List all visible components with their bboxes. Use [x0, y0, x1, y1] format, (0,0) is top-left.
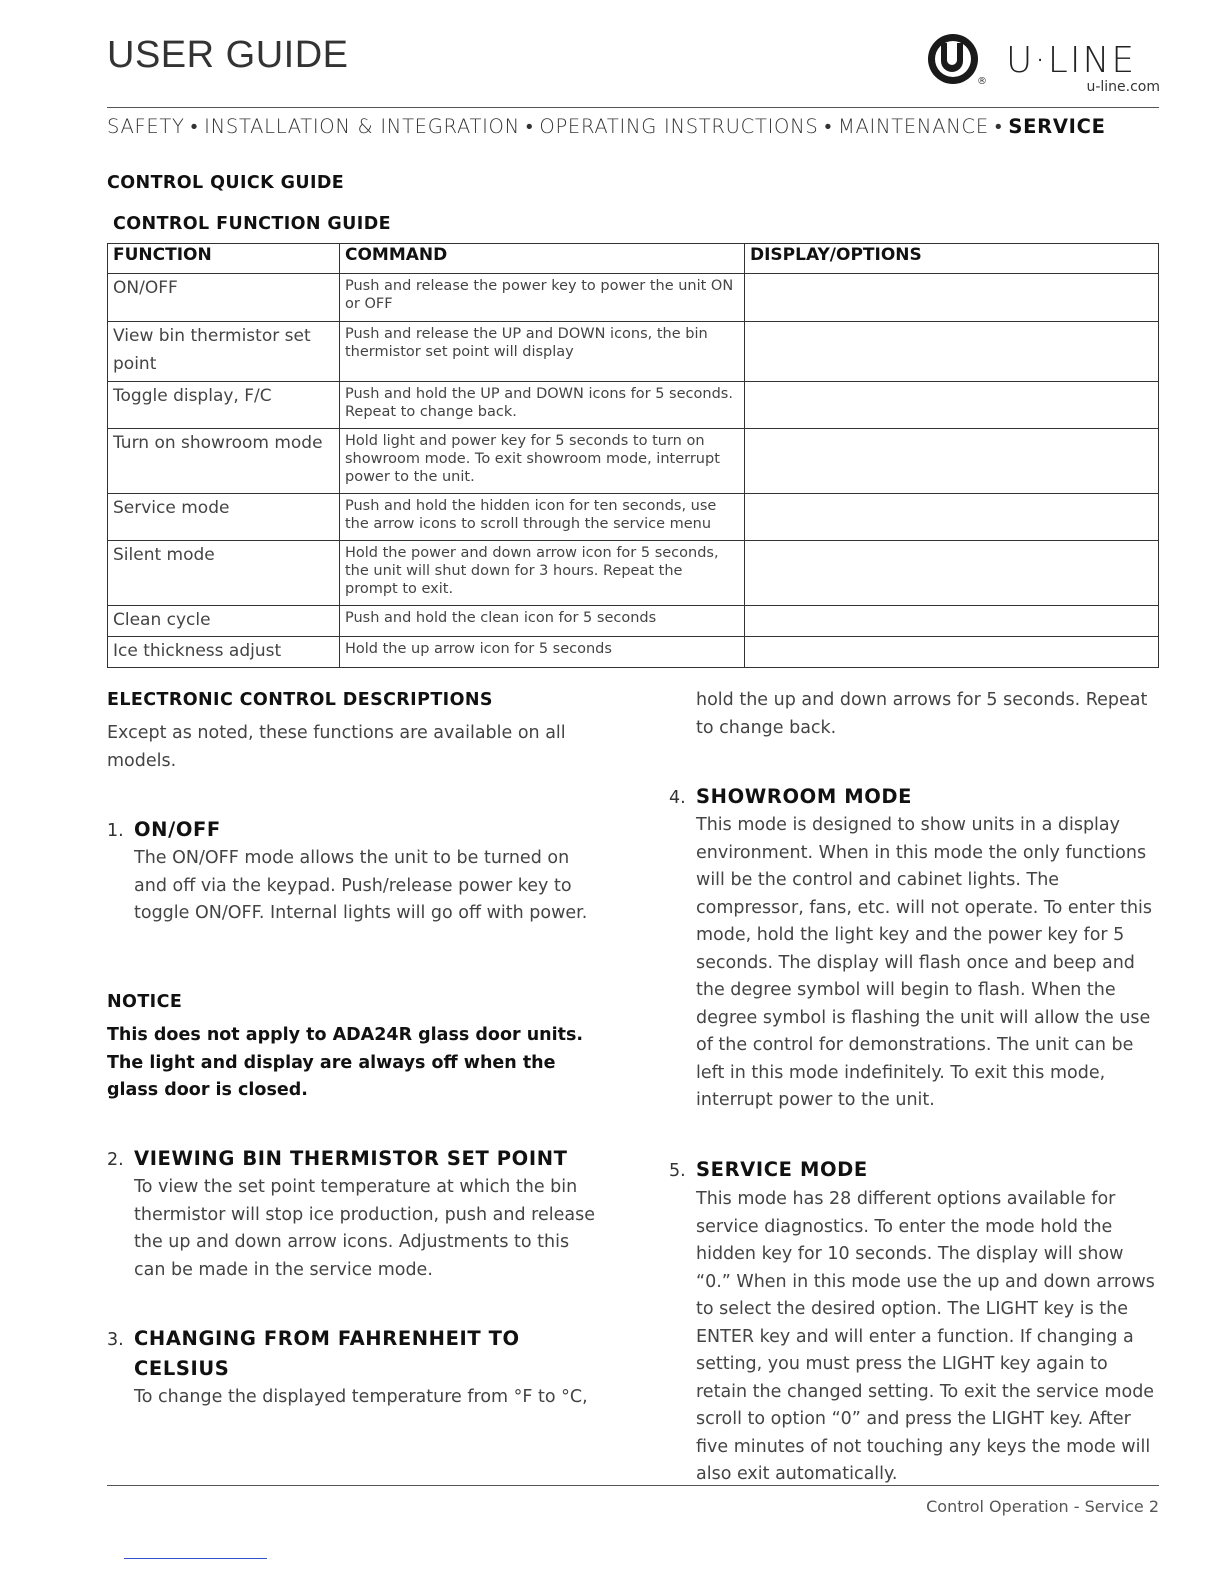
electronic-intro: Except as noted, these functions are available on all models. — [107, 723, 566, 771]
uline-logo — [928, 34, 1162, 96]
section-body-fahrenheit-celsius-continued: hold the up and down arrows for 5 seconds. Repeat to change back. — [696, 690, 1148, 738]
cell-function: Toggle display, F/C — [108, 382, 340, 429]
control-function-table — [107, 243, 1159, 668]
table-row — [108, 541, 1159, 606]
cell-function: Silent mode — [108, 541, 340, 606]
header-divider — [107, 107, 1159, 108]
cell-command: Push and hold the hidden icon for ten seconds, use the arrow icons to scroll through the service menu — [340, 494, 745, 541]
section-body-showroom: This mode is designed to show units in a display environment. When in this mode the only functions will be the control and cabinet lights. The compressor, fans, etc. will not operate. To enter this mode, hold the light key and the power key for 5 seconds. The display will flash once and beep and the degree symbol will begin to flash. When the degree symbol is flashing the unit will allow the use of the control for demonstrations. The unit can be left in this mode indefinitely. To exit this mode, interrupt power to the unit. — [696, 815, 1153, 1110]
cell-command: Push and release the power key to power the unit ON or OFF — [340, 274, 745, 322]
table-row — [108, 494, 1159, 541]
table-title: CONTROL FUNCTION GUIDE — [113, 214, 391, 234]
nav-separator: • — [824, 115, 832, 138]
link-underline — [124, 1558, 267, 1559]
col-header-command: COMMAND — [340, 244, 745, 274]
table-row — [108, 606, 1159, 637]
cell-function: ON/OFF — [108, 274, 340, 322]
nav-item-service[interactable]: SERVICE — [1008, 115, 1106, 138]
cell-function: View bin thermistor set point — [108, 322, 340, 382]
table-row — [108, 637, 1159, 668]
table-row — [108, 274, 1159, 322]
table-row — [108, 429, 1159, 494]
logo-wordmark: U·LINE — [1006, 40, 1137, 81]
cell-command: Hold the power and down arrow icon for 5 seconds, the unit will shut down for 3 hours. Repeat the prompt to exit. — [340, 541, 745, 606]
table-row — [108, 322, 1159, 382]
cell-display — [745, 637, 1159, 668]
section-title: CONTROL QUICK GUIDE — [107, 173, 345, 193]
section-number: 4. — [669, 788, 686, 808]
section-number: 5. — [669, 1161, 686, 1181]
col-header-function: FUNCTION — [108, 244, 340, 274]
notice-body: This does not apply to ADA24R glass door units. The light and display are always off when the glass door is closed. — [107, 1025, 584, 1100]
nav-item-installation[interactable]: INSTALLATION & INTEGRATION — [204, 115, 520, 138]
nav-separator: • — [190, 115, 199, 138]
cell-display — [745, 382, 1159, 429]
cell-function: Turn on showroom mode — [108, 429, 340, 494]
cell-command: Hold light and power key for 5 seconds to turn on showroom mode. To exit showroom mode, interrupt power to the unit. — [340, 429, 745, 494]
nav-item-safety[interactable]: SAFETY — [107, 115, 185, 138]
section-heading-onoff: ON/OFF — [134, 818, 221, 841]
cell-display — [745, 322, 1159, 382]
footer-page-label: Control Operation - Service 2 — [926, 1497, 1159, 1516]
notice-heading: NOTICE — [107, 992, 183, 1012]
table-row — [108, 382, 1159, 429]
footer-divider — [107, 1485, 1159, 1486]
cell-command: Push and release the UP and DOWN icons, the bin thermistor set point will display — [340, 322, 745, 382]
document-title: USER GUIDE — [107, 34, 349, 76]
nav-separator: • — [994, 115, 1003, 138]
cell-display — [745, 606, 1159, 637]
cell-display — [745, 274, 1159, 322]
cell-display — [745, 494, 1159, 541]
cell-command: Push and hold the clean icon for 5 seconds — [340, 606, 745, 637]
cell-function: Service mode — [108, 494, 340, 541]
section-number: 2. — [107, 1150, 124, 1170]
section-number: 1. — [107, 821, 124, 841]
cell-command: Hold the up arrow icon for 5 seconds — [340, 637, 745, 668]
section-body-bin-thermistor: To view the set point temperature at which the bin thermistor will stop ice production, push and release the up and down arrow icons. Adjustments to this can be made in the service mode. — [134, 1177, 595, 1280]
nav-item-maintenance[interactable]: MAINTENANCE — [837, 115, 989, 138]
section-heading-fahrenheit-celsius: CHANGING FROM FAHRENHEIT TO CELSIUS — [134, 1327, 520, 1380]
section-heading-showroom: SHOWROOM MODE — [696, 785, 913, 808]
nav-separator: • — [525, 115, 534, 138]
registered-mark: ® — [977, 76, 987, 87]
website-url[interactable]: u-line.com — [1086, 79, 1160, 95]
section-heading-service-mode: SERVICE MODE — [696, 1158, 868, 1181]
cell-display — [745, 541, 1159, 606]
uline-circle-logo-icon — [928, 34, 978, 84]
cell-function: Ice thickness adjust — [108, 637, 340, 668]
col-header-display: DISPLAY/OPTIONS — [745, 244, 1159, 274]
section-body-service-mode: This mode has 28 different options available for service diagnostics. To enter the mode hold the hidden key for 10 seconds. The display will show “0.” When in this mode use the up and down arrows to select the desired option. The LIGHT key is the ENTER key and will enter a function. If changing a setting, you must press the LIGHT key again to retain the changed setting. To exit the service mode scroll to option “0” and press the LIGHT key. After five minutes of not touching any keys the mode will also exit automatically. — [696, 1189, 1155, 1484]
section-body-fahrenheit-celsius: To change the displayed temperature from °F to °C, — [134, 1387, 588, 1407]
section-number: 3. — [107, 1330, 124, 1350]
section-body-onoff: The ON/OFF mode allows the unit to be turned on and off via the keypad. Push/release power key to toggle ON/OFF. Internal lights will go off with power. — [134, 848, 588, 923]
section-nav — [107, 115, 1159, 139]
electronic-descriptions-heading: ELECTRONIC CONTROL DESCRIPTIONS — [107, 690, 493, 710]
cell-command: Push and hold the UP and DOWN icons for 5 seconds. Repeat to change back. — [340, 382, 745, 429]
cell-display — [745, 429, 1159, 494]
nav-item-operating[interactable]: OPERATING INSTRUCTIONS — [539, 115, 819, 138]
section-heading-bin-thermistor: VIEWING BIN THERMISTOR SET POINT — [134, 1147, 568, 1170]
cell-function: Clean cycle — [108, 606, 340, 637]
table-header-row — [108, 244, 1159, 274]
